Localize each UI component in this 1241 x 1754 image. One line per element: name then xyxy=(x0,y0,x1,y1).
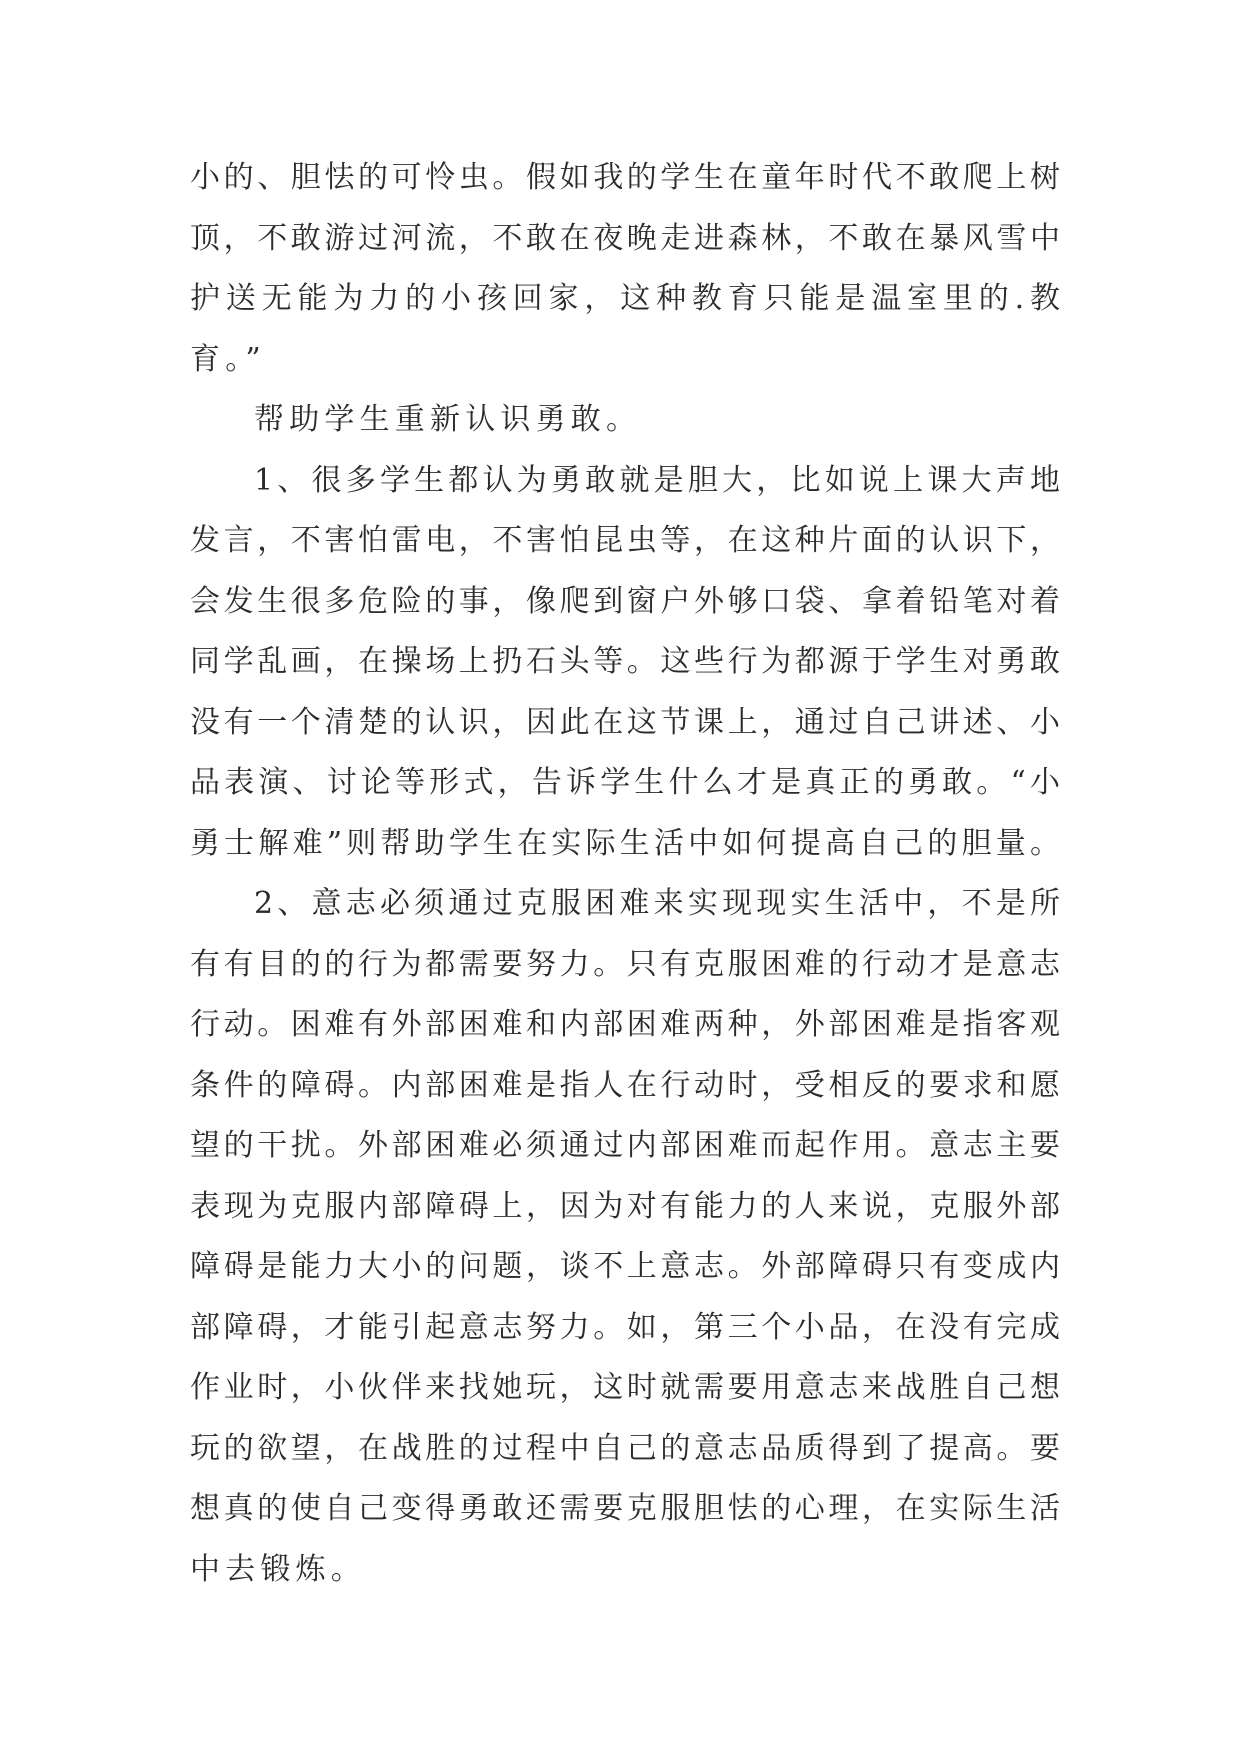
text-line: 有有目的的行为都需要努力。只有克服困难的行动才是意志 xyxy=(190,946,1060,982)
text-line: 想真的使自己变得勇敢还需要克服胆怯的心理，在实际生活 xyxy=(190,1491,1060,1526)
text-line: 望的干扰。外部困难必须通过内部困难而起作用。意志主要 xyxy=(190,1128,1060,1163)
text-line: 2、意志必须通过克服困难来实现现实生活中，不是所 xyxy=(254,886,1060,921)
text-line: 没有一个清楚的认识，因此在这节课上，通过自己讲述、小 xyxy=(190,704,1060,740)
text-line: 顶，不敢游过河流，不敢在夜晚走进森林，不敢在暴风雪中 xyxy=(190,220,1060,256)
text-line: 障碍是能力大小的问题，谈不上意志。外部障碍只有变成内 xyxy=(190,1249,1060,1284)
text-line: 发言，不害怕雷电，不害怕昆虫等，在这种片面的认识下， xyxy=(190,523,1060,558)
text-line: 护送无能为力的小孩回家，这种教育只能是温室里的.教 xyxy=(190,281,1060,316)
text-line: 会发生很多危险的事，像爬到窗户外够口袋、拿着铅笔对着 xyxy=(190,583,1060,619)
text-line: 部障碍，才能引起意志努力。如，第三个小品，在没有完成 xyxy=(190,1309,1060,1345)
text-line: 行动。困难有外部困难和内部困难两种，外部困难是指客观 xyxy=(190,1007,1060,1042)
text-line: 作业时，小伙伴来找她玩，这时就需要用意志来战胜自己想 xyxy=(190,1370,1060,1405)
text-line: 条件的障碍。内部困难是指人在行动时，受相反的要求和愿 xyxy=(190,1067,1060,1103)
text-line: 同学乱画，在操场上扔石头等。这些行为都源于学生对勇敢 xyxy=(190,644,1060,679)
text-line: 玩的欲望，在战胜的过程中自己的意志品质得到了提高。要 xyxy=(190,1430,1060,1466)
text-line: 小的、胆怯的可怜虫。假如我的学生在童年时代不敢爬上树 xyxy=(190,160,1060,195)
text-line: 勇士解难”则帮助学生在实际生活中如何提高自己的胆量。 xyxy=(190,825,1060,861)
document-body xyxy=(190,148,1060,1600)
text-line: 表现为克服内部障碍上，因为对有能力的人来说，克服外部 xyxy=(190,1188,1060,1224)
text-line: 帮助学生重新认识勇敢。 xyxy=(254,402,642,437)
text-line: 中去锻炼。 xyxy=(190,1551,366,1587)
text-line: 品表演、讨论等形式，告诉学生什么才是真正的勇敢。“小 xyxy=(190,765,1060,800)
text-line: 1、很多学生都认为勇敢就是胆大，比如说上课大声地 xyxy=(254,462,1060,498)
text-line: 育。” xyxy=(190,341,266,377)
